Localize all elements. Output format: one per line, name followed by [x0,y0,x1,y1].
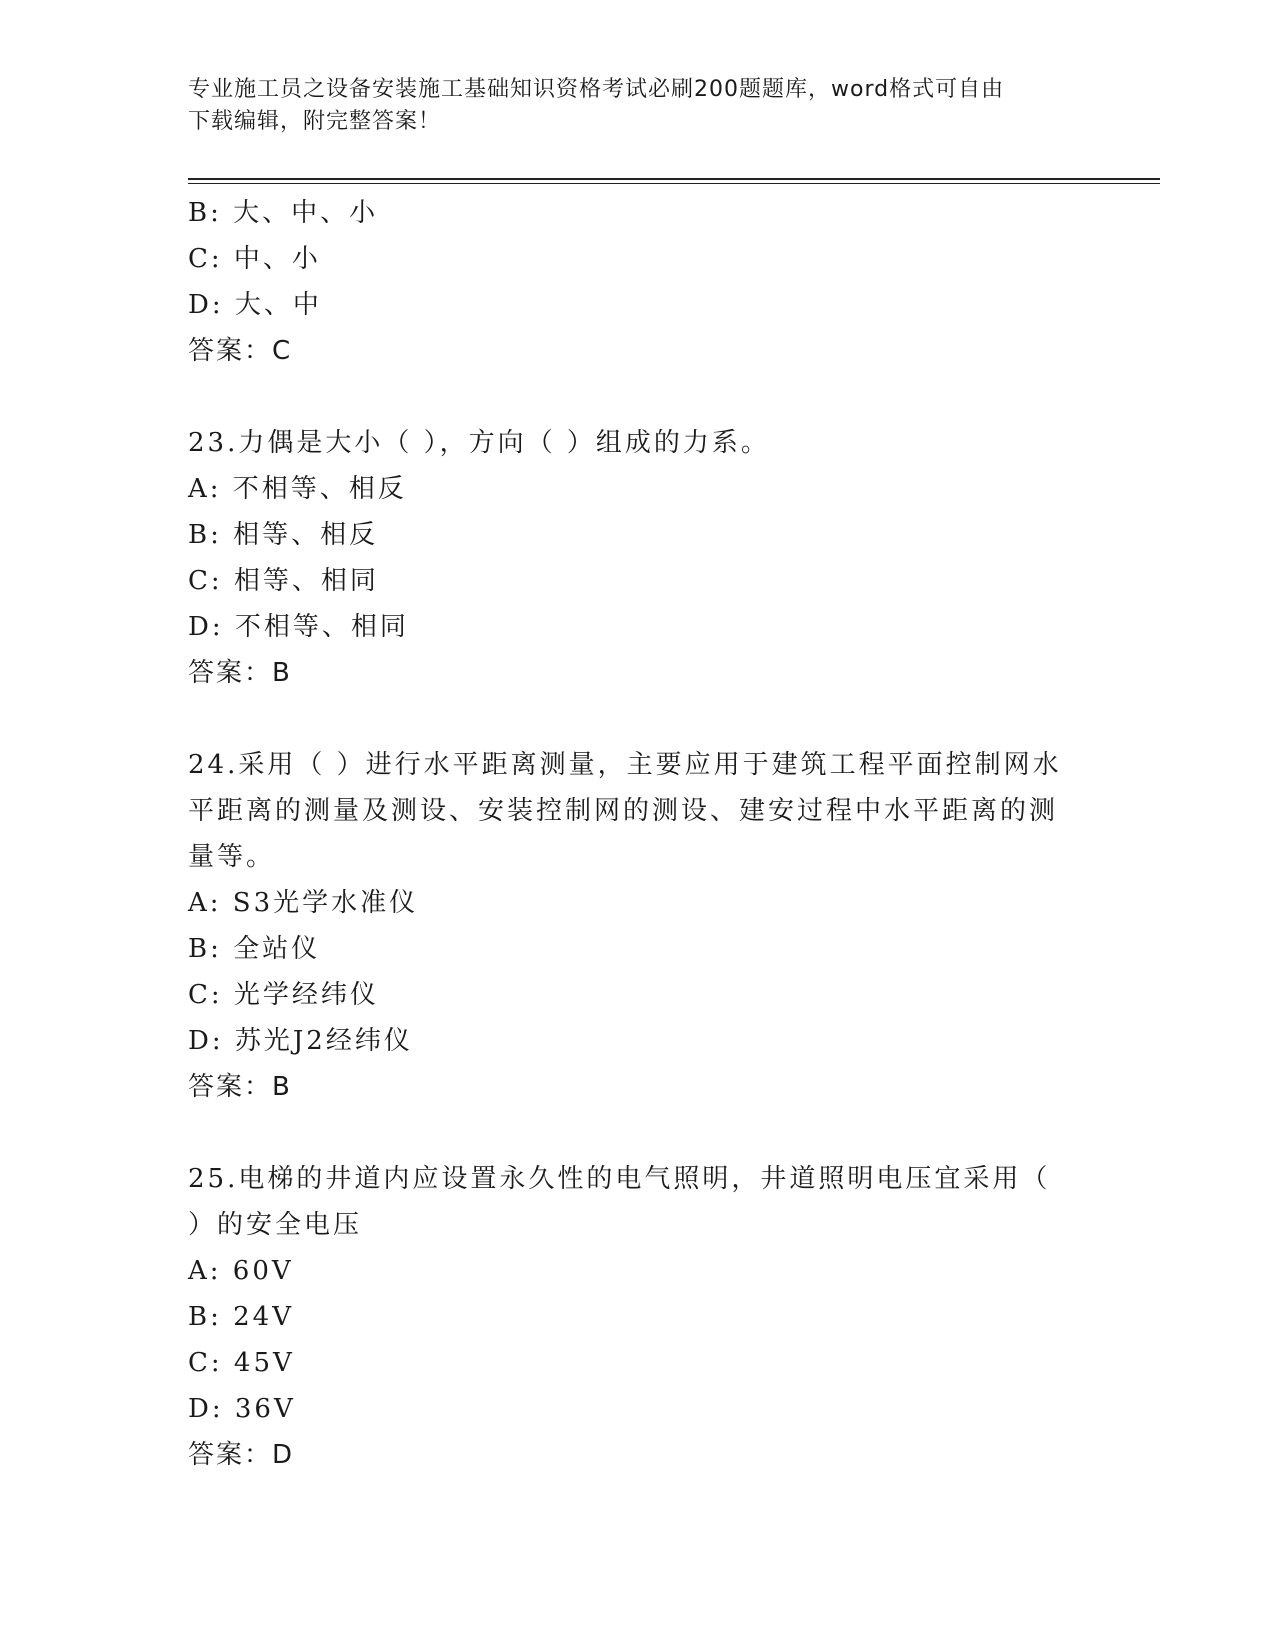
answer: 答案：C [188,336,293,366]
question-block-22 [188,190,1068,374]
question-text: 23.力偶是大小（ ），方向（ ）组成的力系。 [188,428,770,458]
option-d: D: 36V [188,1394,296,1424]
option-b: B: 大、中、小 [188,198,379,228]
question-list [188,190,1068,1478]
document-header [188,74,1068,138]
question-text-line-1: 24.采用（ ）进行水平距离测量，主要应用于建筑工程平面控制网水 [188,750,1062,780]
answer: 答案：D [188,1440,295,1470]
option-a: A: 60V [188,1256,294,1286]
question-text-line-1: 25.电梯的井道内应设置永久性的电气照明，井道照明电压宜采用（ [188,1164,1051,1194]
option-b: B: 相等、相反 [188,520,379,550]
header-divider-thick [188,178,1160,180]
option-d: D: 不相等、相同 [188,612,409,642]
answer: 答案：B [188,1072,292,1102]
option-d: D: 大、中 [188,290,322,320]
question-block-25 [188,1156,1068,1478]
spacer [188,374,1068,420]
question-text-line-3: 量等。 [188,842,276,872]
question-block-23 [188,420,1068,696]
option-a: A: 不相等、相反 [188,474,407,504]
option-d: D: 苏光J2经纬仪 [188,1026,413,1056]
option-c: C: 相等、相同 [188,566,379,596]
question-text-line-2: ）的安全电压 [188,1210,363,1240]
spacer [188,696,1068,742]
option-b: B: 24V [188,1302,294,1332]
answer: 答案：B [188,658,292,688]
header-line-2: 下载编辑，附完整答案！ [188,109,442,134]
option-a: A: S3光学水准仪 [188,888,419,918]
option-c: C: 中、小 [188,244,321,274]
option-c: C: 光学经纬仪 [188,980,379,1010]
question-text-line-2: 平距离的测量及测设、安装控制网的测设、建安过程中水平距离的测 [188,796,1059,826]
header-divider-thin [188,183,1160,184]
question-block-24 [188,742,1068,1110]
spacer [188,1110,1068,1156]
header-line-1: 专业施工员之设备安装施工基础知识资格考试必刷200题题库，word格式可自由 [188,77,1005,102]
option-c: C: 45V [188,1348,295,1378]
option-b: B: 全站仪 [188,934,321,964]
